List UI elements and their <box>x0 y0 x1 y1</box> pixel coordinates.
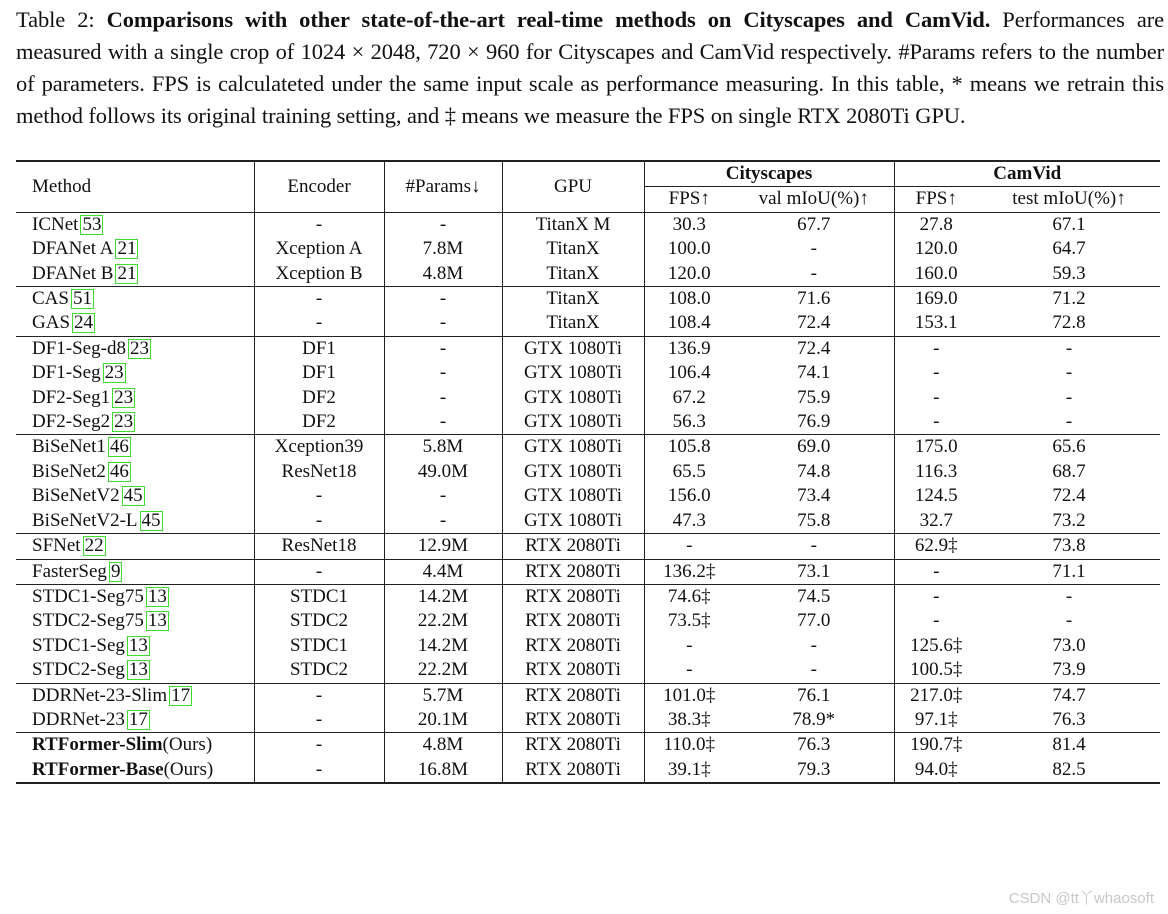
val-miou-cell: 76.3 <box>734 733 894 758</box>
camvid-fps-cell: 120.0 <box>914 238 958 260</box>
val-miou-cell: 73.1 <box>734 559 894 584</box>
test-miou-cell: 71.1 <box>978 559 1160 584</box>
camvid-fps-cell: 190.7‡ <box>894 733 978 758</box>
camvid-fps-cell: 32.7 <box>919 509 953 531</box>
test-miou-cell: 71.2 <box>978 287 1160 312</box>
fps-cell: 105.8 <box>644 435 734 460</box>
fps-cell: 67.2 <box>672 386 706 408</box>
method-name: DF2-Seg2 <box>32 411 111 433</box>
val-miou-cell: 69.0 <box>734 435 894 460</box>
test-miou-cell: 76.3 <box>1052 708 1086 730</box>
col-camvid: CamVid <box>894 161 1160 187</box>
params-cell: 5.8M <box>384 435 502 460</box>
method-cell <box>16 435 254 460</box>
fps-cell: 100.0 <box>667 238 711 260</box>
gpu-cell: RTX 2080Ti <box>502 733 644 758</box>
fps-cell: 56.3 <box>672 411 706 433</box>
test-miou-cell: 73.8 <box>978 534 1160 559</box>
camvid-fps-cell: 124.5 <box>914 485 958 507</box>
gpu-cell: GTX 1080Ti <box>502 435 644 460</box>
citation-link[interactable]: 23 <box>129 337 149 359</box>
table-row <box>16 509 1160 534</box>
encoder-cell: - <box>254 683 384 708</box>
table-row <box>16 262 1160 287</box>
citation-link[interactable]: 51 <box>72 288 92 310</box>
encoder-cell: - <box>254 212 384 237</box>
encoder-cell: - <box>254 708 384 733</box>
fps-cell: 38.3‡ <box>667 708 711 730</box>
method-cell <box>16 733 254 758</box>
citation-link[interactable]: 17 <box>171 684 191 706</box>
method-cell <box>16 237 254 261</box>
col-val-miou: val mIoU(%)↑ <box>734 187 894 212</box>
encoder-cell: - <box>254 758 384 783</box>
method-name: DF1-Seg-d8 <box>32 337 126 359</box>
fps-cell: 65.5 <box>672 460 706 482</box>
params-cell: 49.0M <box>384 460 502 484</box>
gpu-cell: GTX 1080Ti <box>502 509 644 534</box>
col-cityscapes: Cityscapes <box>644 161 894 187</box>
test-miou-cell: 72.4 <box>1052 485 1086 507</box>
val-miou-cell: - <box>734 634 894 658</box>
val-miou-cell: 76.1 <box>734 683 894 708</box>
params-cell: - <box>384 336 502 361</box>
citation-link[interactable]: 45 <box>123 485 143 507</box>
table-row <box>16 559 1160 584</box>
fps-cell: 106.4 <box>667 362 711 384</box>
test-miou-cell: - <box>1065 411 1073 433</box>
citation-link[interactable]: 21 <box>117 262 137 284</box>
val-miou-cell: 74.1 <box>734 361 894 385</box>
table-caption <box>16 4 1164 132</box>
params-cell: 14.2M <box>384 634 502 658</box>
val-miou-cell: - <box>734 262 894 287</box>
camvid-fps-cell: - <box>894 336 978 361</box>
method-cell <box>16 658 254 683</box>
params-cell: 16.8M <box>384 758 502 783</box>
gpu-cell: RTX 2080Ti <box>502 634 644 658</box>
encoder-cell: - <box>254 311 384 336</box>
gpu-cell: TitanX <box>502 311 644 336</box>
test-miou-cell: - <box>978 336 1160 361</box>
table-row <box>16 336 1160 361</box>
method-name: STDC2-Seg <box>32 659 125 681</box>
gpu-cell: TitanX <box>502 262 644 287</box>
method-cell <box>16 683 254 708</box>
camvid-fps-cell: 97.1‡ <box>914 708 958 730</box>
gpu-cell: RTX 2080Ti <box>502 708 644 733</box>
table-row <box>16 758 1160 783</box>
test-miou-cell: 64.7 <box>1052 238 1086 260</box>
citation-link[interactable]: 53 <box>82 213 102 235</box>
method-cell <box>16 386 254 410</box>
citation-link[interactable]: 13 <box>147 610 167 632</box>
camvid-fps-cell: - <box>933 610 940 632</box>
method-cell <box>16 534 254 559</box>
table-row <box>16 683 1160 708</box>
fps-cell: 101.0‡ <box>644 683 734 708</box>
camvid-fps-cell: 116.3 <box>915 460 958 482</box>
camvid-fps-cell: 100.5‡ <box>910 659 963 681</box>
header-row-1 <box>16 161 1160 187</box>
citation-link[interactable]: 13 <box>128 634 148 656</box>
method-name: DF2-Seg1 <box>32 386 111 408</box>
params-cell: 22.2M <box>384 658 502 683</box>
table-row <box>16 311 1160 336</box>
params-cell: 4.8M <box>384 733 502 758</box>
fps-cell: 136.2‡ <box>644 559 734 584</box>
table-row <box>16 287 1160 312</box>
encoder-cell: Xception A <box>254 237 384 261</box>
gpu-cell: TitanX <box>502 237 644 261</box>
method-name: BiSeNetV2-L <box>32 509 138 531</box>
camvid-fps-cell: 175.0 <box>894 435 978 460</box>
method-cell <box>16 484 254 508</box>
caption-label: Table 2: <box>16 7 95 32</box>
test-miou-cell: 74.7 <box>978 683 1160 708</box>
test-miou-cell: 72.8 <box>1052 312 1086 334</box>
col-fps-camvid: FPS↑ <box>915 188 957 210</box>
test-miou-cell: - <box>1065 362 1073 384</box>
method-cell <box>16 336 254 361</box>
fps-cell: - <box>686 659 693 681</box>
fps-cell: 156.0 <box>667 485 711 507</box>
val-miou-cell: 79.3 <box>734 758 894 783</box>
encoder-cell: DF1 <box>254 336 384 361</box>
params-cell: 4.4M <box>384 559 502 584</box>
gpu-cell: RTX 2080Ti <box>502 584 644 609</box>
val-miou-cell: 75.8 <box>734 509 894 534</box>
citation-link[interactable]: 23 <box>104 362 124 384</box>
method-name: DF1-Seg <box>32 362 101 384</box>
method-cell <box>16 311 254 336</box>
gpu-cell: TitanX <box>502 287 644 312</box>
params-cell: - <box>384 386 502 410</box>
encoder-cell: STDC1 <box>254 634 384 658</box>
col-fps-cityscapes: FPS↑ <box>668 188 710 210</box>
method-name: DDRNet-23 <box>32 708 125 730</box>
gpu-cell: RTX 2080Ti <box>502 609 644 633</box>
val-miou-cell: - <box>734 237 894 261</box>
encoder-cell: - <box>254 733 384 758</box>
test-miou-cell: 73.9 <box>1052 659 1086 681</box>
method-name: GAS <box>32 312 71 334</box>
citation-link[interactable]: 46 <box>109 436 129 458</box>
test-miou-cell: 73.2 <box>1052 509 1086 531</box>
method-name: ICNet <box>32 213 79 235</box>
method-name: DDRNet-23-Slim <box>32 684 168 706</box>
val-miou-cell: 76.9 <box>734 410 894 435</box>
params-cell: - <box>384 361 502 385</box>
camvid-fps-cell: 217.0‡ <box>894 683 978 708</box>
method-name: BiSeNet1 <box>32 436 106 458</box>
table-row <box>16 634 1160 658</box>
gpu-cell: GTX 1080Ti <box>502 410 644 435</box>
method-name: SFNet <box>32 535 81 557</box>
encoder-cell: DF2 <box>254 410 384 435</box>
method-name: BiSeNetV2 <box>32 485 120 507</box>
method-name: FasterSeg <box>32 560 107 582</box>
test-miou-cell: - <box>978 584 1160 609</box>
fps-cell: 39.1‡ <box>644 758 734 783</box>
method-cell <box>16 708 254 733</box>
method-cell <box>16 559 254 584</box>
method-cell <box>16 509 254 534</box>
camvid-fps-cell: 27.8 <box>894 212 978 237</box>
table-row <box>16 361 1160 385</box>
table-row <box>16 708 1160 733</box>
encoder-cell: ResNet18 <box>254 460 384 484</box>
gpu-cell: RTX 2080Ti <box>502 534 644 559</box>
method-name: BiSeNet2 <box>32 460 106 482</box>
test-miou-cell: 65.6 <box>978 435 1160 460</box>
encoder-cell: DF1 <box>254 361 384 385</box>
col-test-miou: test mIoU(%)↑ <box>1012 188 1126 210</box>
gpu-cell: GTX 1080Ti <box>502 484 644 508</box>
fps-cell: 108.4 <box>667 312 711 334</box>
encoder-cell: - <box>254 509 384 534</box>
fps-cell: 136.9 <box>644 336 734 361</box>
val-miou-cell: 72.4 <box>734 336 894 361</box>
col-params: #Params↓ <box>384 161 502 212</box>
table-row <box>16 609 1160 633</box>
gpu-cell: GTX 1080Ti <box>502 386 644 410</box>
val-miou-cell: 77.0 <box>734 609 894 633</box>
caption-body: Performances are measured with a single crop of 1024 × 2048, 720 × 960 for Cityscapes and CamVid respectively. #Params refers to the number of parameters. FPS is calculateted under the same input scale as performance measuring. In this table, * means we retrain this method follows its original training setting, and ‡ means we measure the FPS on single RTX 2080Ti GPU. <box>16 7 1165 128</box>
gpu-cell: GTX 1080Ti <box>502 336 644 361</box>
method-cell <box>16 287 254 312</box>
val-miou-cell: - <box>734 534 894 559</box>
test-miou-cell: 82.5 <box>978 758 1160 783</box>
gpu-cell: TitanX M <box>502 212 644 237</box>
test-miou-cell: 73.0 <box>1052 634 1086 656</box>
fps-cell: 120.0 <box>667 262 711 284</box>
params-cell: 12.9M <box>384 534 502 559</box>
camvid-fps-cell: - <box>933 386 940 408</box>
encoder-cell: - <box>254 559 384 584</box>
params-cell: - <box>384 410 502 435</box>
test-miou-cell: 67.1 <box>978 212 1160 237</box>
col-gpu: GPU <box>502 161 644 212</box>
val-miou-cell: 74.5 <box>734 584 894 609</box>
col-method: Method <box>16 161 254 212</box>
citation-link[interactable]: 23 <box>114 411 134 433</box>
params-cell: 14.2M <box>384 584 502 609</box>
method-name: STDC1-Seg75 <box>32 585 144 607</box>
table-row <box>16 460 1160 484</box>
camvid-fps-cell: 62.9‡ <box>894 534 978 559</box>
table-row <box>16 237 1160 261</box>
encoder-cell: DF2 <box>254 386 384 410</box>
params-cell: - <box>384 287 502 312</box>
method-name: STDC2-Seg75 <box>32 610 144 632</box>
val-miou-cell: 75.9 <box>734 386 894 410</box>
method-cell <box>16 634 254 658</box>
encoder-cell: Xception B <box>254 262 384 287</box>
caption-title: Comparisons with other state-of-the-art real-time methods on Cityscapes and CamVid. <box>106 7 991 32</box>
method-suffix: (Ours) <box>163 758 214 780</box>
camvid-fps-cell: - <box>933 362 940 384</box>
method-cell <box>16 584 254 609</box>
table-row <box>16 534 1160 559</box>
camvid-fps-cell: 160.0 <box>914 262 958 284</box>
method-cell <box>16 460 254 484</box>
fps-cell: - <box>644 534 734 559</box>
gpu-cell: RTX 2080Ti <box>502 683 644 708</box>
val-miou-cell: 72.4 <box>734 311 894 336</box>
camvid-fps-cell: 153.1 <box>914 312 958 334</box>
citation-link[interactable]: 13 <box>147 585 167 607</box>
citation-link[interactable]: 13 <box>128 659 148 681</box>
fps-cell: 74.6‡ <box>644 584 734 609</box>
gpu-cell: RTX 2080Ti <box>502 658 644 683</box>
camvid-fps-cell: 94.0‡ <box>894 758 978 783</box>
fps-cell: 30.3 <box>644 212 734 237</box>
test-miou-cell: - <box>1065 386 1073 408</box>
camvid-fps-cell: 169.0 <box>894 287 978 312</box>
val-miou-cell: - <box>734 658 894 683</box>
table-row <box>16 733 1160 758</box>
citation-link[interactable]: 22 <box>84 535 104 557</box>
fps-cell: 73.5‡ <box>667 610 711 632</box>
method-name: STDC1-Seg <box>32 634 125 656</box>
test-miou-cell: - <box>1065 610 1073 632</box>
params-cell: 5.7M <box>384 683 502 708</box>
test-miou-cell: 68.7 <box>1052 460 1086 482</box>
method-cell <box>16 361 254 385</box>
camvid-fps-cell: - <box>894 559 978 584</box>
fps-cell: 108.0 <box>644 287 734 312</box>
encoder-cell: Xception39 <box>254 435 384 460</box>
table-row <box>16 584 1160 609</box>
table-row <box>16 435 1160 460</box>
citation-link[interactable]: 17 <box>128 708 148 730</box>
encoder-cell: - <box>254 287 384 312</box>
gpu-cell: GTX 1080Ti <box>502 361 644 385</box>
fps-cell: - <box>686 634 693 656</box>
watermark: CSDN @tt丫whaosoft <box>1008 890 1154 907</box>
method-cell <box>16 262 254 287</box>
method-cell <box>16 212 254 237</box>
fps-cell: 110.0‡ <box>644 733 734 758</box>
params-cell: 4.8M <box>384 262 502 287</box>
camvid-fps-cell: - <box>894 584 978 609</box>
method-name: DFANet A <box>32 238 114 260</box>
citation-link[interactable]: 45 <box>141 509 161 531</box>
col-encoder: Encoder <box>254 161 384 212</box>
method-name: RTFormer-Slim <box>32 734 163 756</box>
params-cell: - <box>384 311 502 336</box>
encoder-cell: ResNet18 <box>254 534 384 559</box>
citation-link[interactable]: 9 <box>110 560 121 582</box>
val-miou-cell: 67.7 <box>734 212 894 237</box>
fps-cell: 47.3 <box>672 509 706 531</box>
test-miou-cell: 81.4 <box>978 733 1160 758</box>
camvid-fps-cell: - <box>933 411 940 433</box>
table-row <box>16 658 1160 683</box>
citation-link[interactable]: 23 <box>114 386 134 408</box>
val-miou-cell: 71.6 <box>734 287 894 312</box>
encoder-cell: STDC2 <box>254 658 384 683</box>
encoder-cell: STDC1 <box>254 584 384 609</box>
camvid-fps-cell: 125.6‡ <box>910 634 963 656</box>
citation-link[interactable]: 24 <box>74 312 94 334</box>
table-row <box>16 410 1160 435</box>
gpu-cell: GTX 1080Ti <box>502 460 644 484</box>
method-name: CAS <box>32 288 69 310</box>
citation-link[interactable]: 46 <box>109 460 129 482</box>
table-row <box>16 212 1160 237</box>
encoder-cell: - <box>254 484 384 508</box>
params-cell: - <box>384 509 502 534</box>
method-suffix: (Ours) <box>162 734 213 756</box>
method-name: RTFormer-Base <box>32 758 164 780</box>
comparison-table <box>16 160 1160 784</box>
val-miou-cell: 74.8 <box>734 460 894 484</box>
val-miou-cell: 78.9* <box>734 708 894 733</box>
method-cell <box>16 758 254 783</box>
params-cell: - <box>384 484 502 508</box>
params-cell: - <box>384 212 502 237</box>
val-miou-cell: 73.4 <box>734 484 894 508</box>
gpu-cell: RTX 2080Ti <box>502 758 644 783</box>
params-cell: 7.8M <box>384 237 502 261</box>
citation-link[interactable]: 21 <box>117 238 137 260</box>
method-cell <box>16 410 254 435</box>
test-miou-cell: 59.3 <box>1052 262 1086 284</box>
table-row <box>16 386 1160 410</box>
encoder-cell: STDC2 <box>254 609 384 633</box>
method-cell <box>16 609 254 633</box>
params-cell: 20.1M <box>384 708 502 733</box>
gpu-cell: RTX 2080Ti <box>502 559 644 584</box>
table-row <box>16 484 1160 508</box>
params-cell: 22.2M <box>384 609 502 633</box>
method-name: DFANet B <box>32 262 114 284</box>
